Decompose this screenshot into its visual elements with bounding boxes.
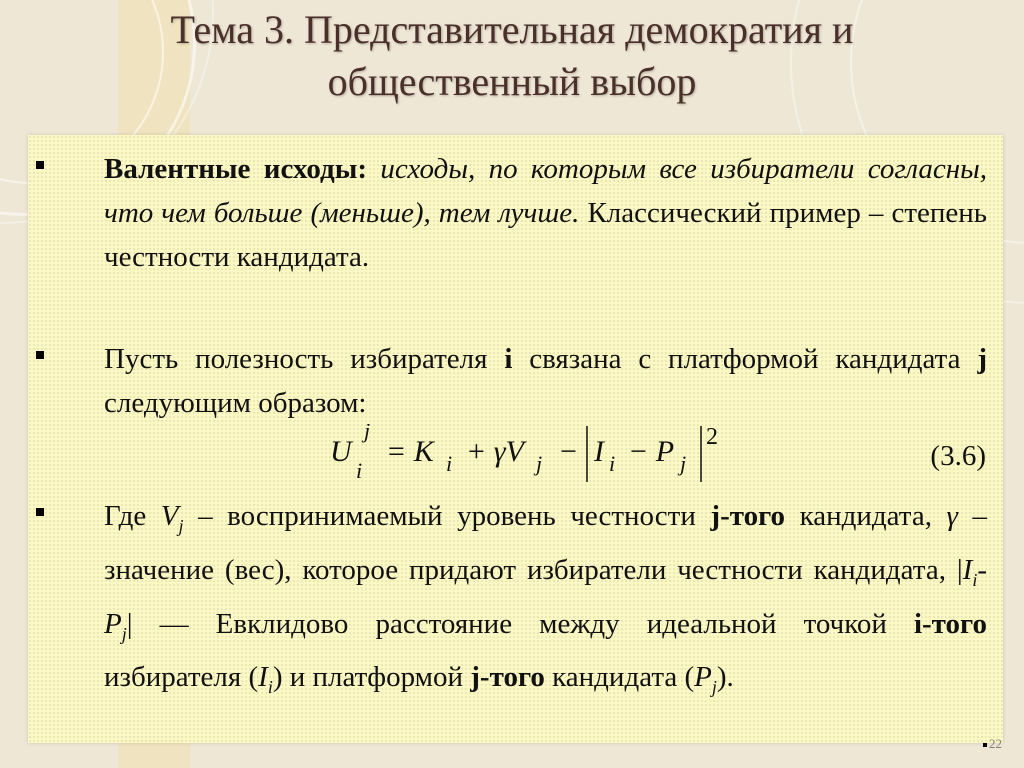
equation-number: (3.6) xyxy=(930,440,986,472)
formula-I-sub: i xyxy=(609,451,616,476)
page-marker-icon xyxy=(983,743,987,747)
term-valence-outcomes: Валентные исходы: xyxy=(104,153,368,185)
page-number xyxy=(983,736,1002,752)
sub-j: j xyxy=(178,515,184,536)
abs-bar: | xyxy=(956,553,963,586)
sub-j: j xyxy=(121,623,127,644)
text-segment: связана с платформой кандидата xyxy=(529,343,961,375)
formula-minus: − xyxy=(560,435,577,468)
bullet-square-icon xyxy=(36,351,44,359)
formula-sup-j: j xyxy=(364,424,371,443)
slide-title xyxy=(40,4,984,108)
dash: - xyxy=(977,553,987,586)
sub-i: i xyxy=(267,677,273,698)
slide-title-line2: общественный выбор xyxy=(327,59,697,104)
j-togo: j-того xyxy=(710,500,786,532)
bullet-text xyxy=(104,147,987,279)
formula-P-sub: j xyxy=(680,451,687,476)
text-segment: избирателя ( xyxy=(104,661,259,694)
content-panel xyxy=(28,135,1003,743)
formula-sub-i: i xyxy=(356,458,363,483)
formula-eq-K: = K xyxy=(386,435,434,468)
text-segment: кандидата, xyxy=(799,500,932,532)
text-segment: следующим образом: xyxy=(104,387,367,419)
formula-U: U xyxy=(330,435,352,468)
text-segment: Пусть полезность избирателя xyxy=(104,343,488,375)
bullet-text xyxy=(104,337,987,425)
formula-I: I xyxy=(594,435,604,468)
bullet-text xyxy=(104,494,987,709)
var-I: I xyxy=(962,553,973,586)
definition-text: исходы, по которым все избиратели согласны, что чем больше (меньше), тем лучше. xyxy=(104,153,987,229)
sub-i: i xyxy=(972,569,978,590)
text-segment: – воспринимаемый уровень честности xyxy=(198,500,696,532)
text-segment: – значение (вес), которое придают избиратели честности кандидата, xyxy=(104,500,988,586)
formula-row xyxy=(28,424,1003,488)
formula-V-sub: j xyxy=(536,451,543,476)
sub-j: j xyxy=(711,677,717,698)
var-P: P xyxy=(104,607,122,640)
formula-plus-gammaV: + γV xyxy=(466,435,524,468)
text-segment: кандидата ( xyxy=(552,661,695,694)
abs-bar: | xyxy=(126,607,133,640)
page-number-text: 22 xyxy=(989,736,1002,751)
bullet-square-icon xyxy=(36,161,44,169)
var-V: V xyxy=(160,500,179,532)
bullet-square-icon xyxy=(36,508,44,516)
var-gamma: γ xyxy=(946,500,958,532)
text-segment: ) и платформой xyxy=(272,661,464,694)
text-segment: Где xyxy=(104,500,147,532)
var-j: j xyxy=(977,343,988,375)
slide-title-line1: Тема 3. Представительная демократия и xyxy=(170,7,854,52)
var-I: I xyxy=(258,661,268,694)
text-segment: ). xyxy=(716,661,734,694)
j-togo: j-того xyxy=(470,661,545,694)
example-text: Классический пример – степень честности кандидата. xyxy=(104,197,987,273)
text-segment: — Евклидово расстояние между идеальной точкой xyxy=(159,607,887,640)
var-P: P xyxy=(694,661,712,694)
formula-exp: 2 xyxy=(706,424,718,450)
var-i: i xyxy=(504,343,513,375)
utility-formula xyxy=(328,424,748,488)
formula-minus-P: − P xyxy=(628,435,675,468)
formula-K-sub: i xyxy=(446,451,453,476)
i-togo: i-того xyxy=(913,607,987,640)
